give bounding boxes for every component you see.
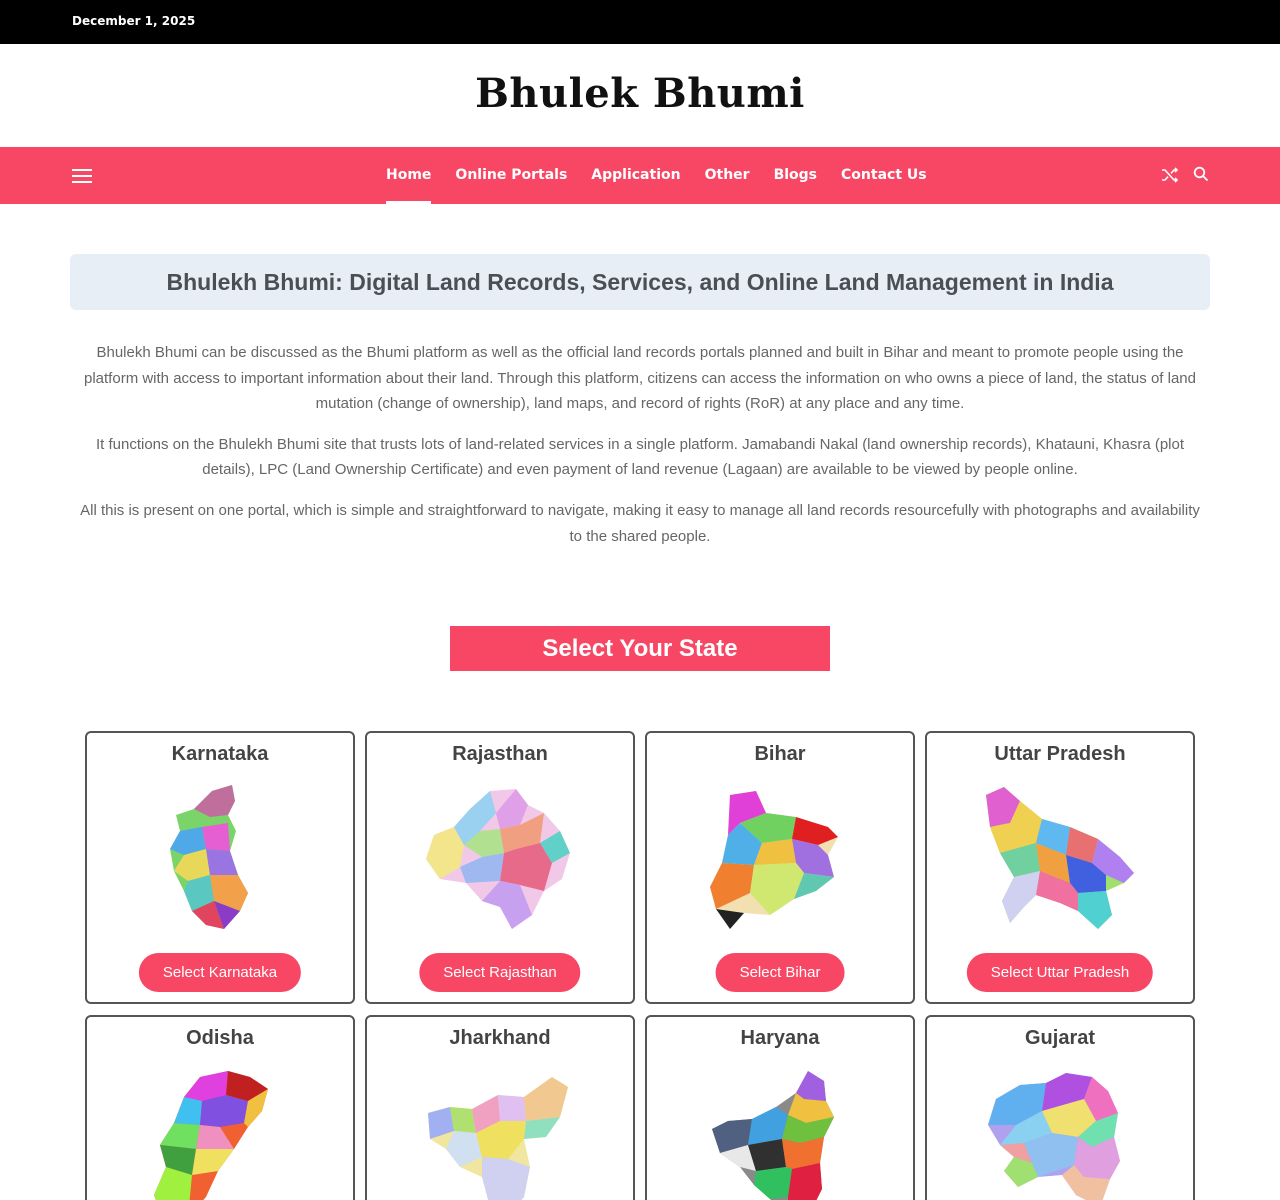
current-date: December 1, 2025 xyxy=(72,14,196,28)
masthead xyxy=(0,44,1280,147)
select-bihar-button[interactable]: Select Bihar xyxy=(716,953,845,992)
intro-paragraph: All this is present on one portal, which is simple and straightforward to navigate, making it easy to manage all land records resourcefully with photographs and availability to the shared people. xyxy=(80,501,1200,545)
nav-item-contact-us[interactable]: Contact Us xyxy=(841,167,927,183)
state-card-haryana xyxy=(645,1015,915,1200)
uttar-pradesh-map-image xyxy=(980,783,1140,933)
jharkhand-map-image xyxy=(420,1067,580,1200)
main-navigation xyxy=(0,147,1280,204)
intro-content xyxy=(78,340,1202,564)
nav-menu xyxy=(374,147,939,204)
state-name: Jharkhand xyxy=(449,1027,551,1049)
state-name: Odisha xyxy=(186,1027,254,1049)
state-card-odisha xyxy=(85,1015,355,1200)
bihar-map-image xyxy=(700,783,860,933)
site-title[interactable]: Bhulek Bhumi xyxy=(475,70,805,117)
odisha-map-image xyxy=(140,1067,300,1200)
karnataka-map-image xyxy=(140,783,300,933)
intro-paragraph: Bhulekh Bhumi can be discussed as the Bhumi platform as well as the official land records portals planned and built in Bihar and meant to promote people using the platform with access to important information about their land. Through this platform, citizens can access the information on who owns a piece of land, the status of land mutation (change of ownership), land maps, and record of rights (RoR) at any place and any time. xyxy=(84,344,1196,413)
state-card-jharkhand xyxy=(365,1015,635,1200)
select-uttar-pradesh-button[interactable]: Select Uttar Pradesh xyxy=(967,953,1153,992)
top-bar xyxy=(0,0,1280,44)
haryana-map-image xyxy=(700,1067,860,1200)
state-card-gujarat xyxy=(925,1015,1195,1200)
gujarat-map-image xyxy=(980,1067,1140,1200)
nav-item-blogs[interactable]: Blogs xyxy=(773,167,818,183)
state-card-bihar xyxy=(645,731,915,1004)
state-name: Bihar xyxy=(754,743,806,765)
state-name: Rajasthan xyxy=(452,743,548,765)
page-heading: Bhulekh Bhumi: Digital Land Records, Services, and Online Land Management in India xyxy=(166,269,1114,295)
state-card-rajasthan xyxy=(365,731,635,1004)
nav-item-application[interactable]: Application xyxy=(591,167,681,183)
state-name: Haryana xyxy=(740,1027,820,1049)
select-karnataka-button[interactable]: Select Karnataka xyxy=(139,953,301,992)
menu-icon[interactable] xyxy=(72,168,92,183)
intro-banner xyxy=(70,254,1210,310)
nav-item-online-portals[interactable]: Online Portals xyxy=(455,167,568,183)
shuffle-icon[interactable] xyxy=(1161,166,1179,184)
state-name: Karnataka xyxy=(171,743,269,765)
state-card-karnataka xyxy=(85,731,355,1004)
intro-paragraph: It functions on the Bhulekh Bhumi site that trusts lots of land-related services in a single platform. Jamabandi Nakal (land ownership records), Khatauni, Khasra (plot details), LPC (Land Ownership Certificate) and even payment of land revenue (Lagaan) are available to be viewed by people online. xyxy=(95,435,1185,479)
select-state-heading: Select Your State xyxy=(450,626,830,671)
state-card-uttar-pradesh xyxy=(925,731,1195,1004)
search-icon[interactable] xyxy=(1193,166,1209,182)
nav-item-home[interactable]: Home xyxy=(374,147,443,204)
state-name: Gujarat xyxy=(1024,1027,1096,1049)
state-name: Uttar Pradesh xyxy=(994,743,1126,765)
nav-item-other[interactable]: Other xyxy=(704,167,750,183)
select-rajasthan-button[interactable]: Select Rajasthan xyxy=(419,953,580,992)
rajasthan-map-image xyxy=(420,783,580,933)
